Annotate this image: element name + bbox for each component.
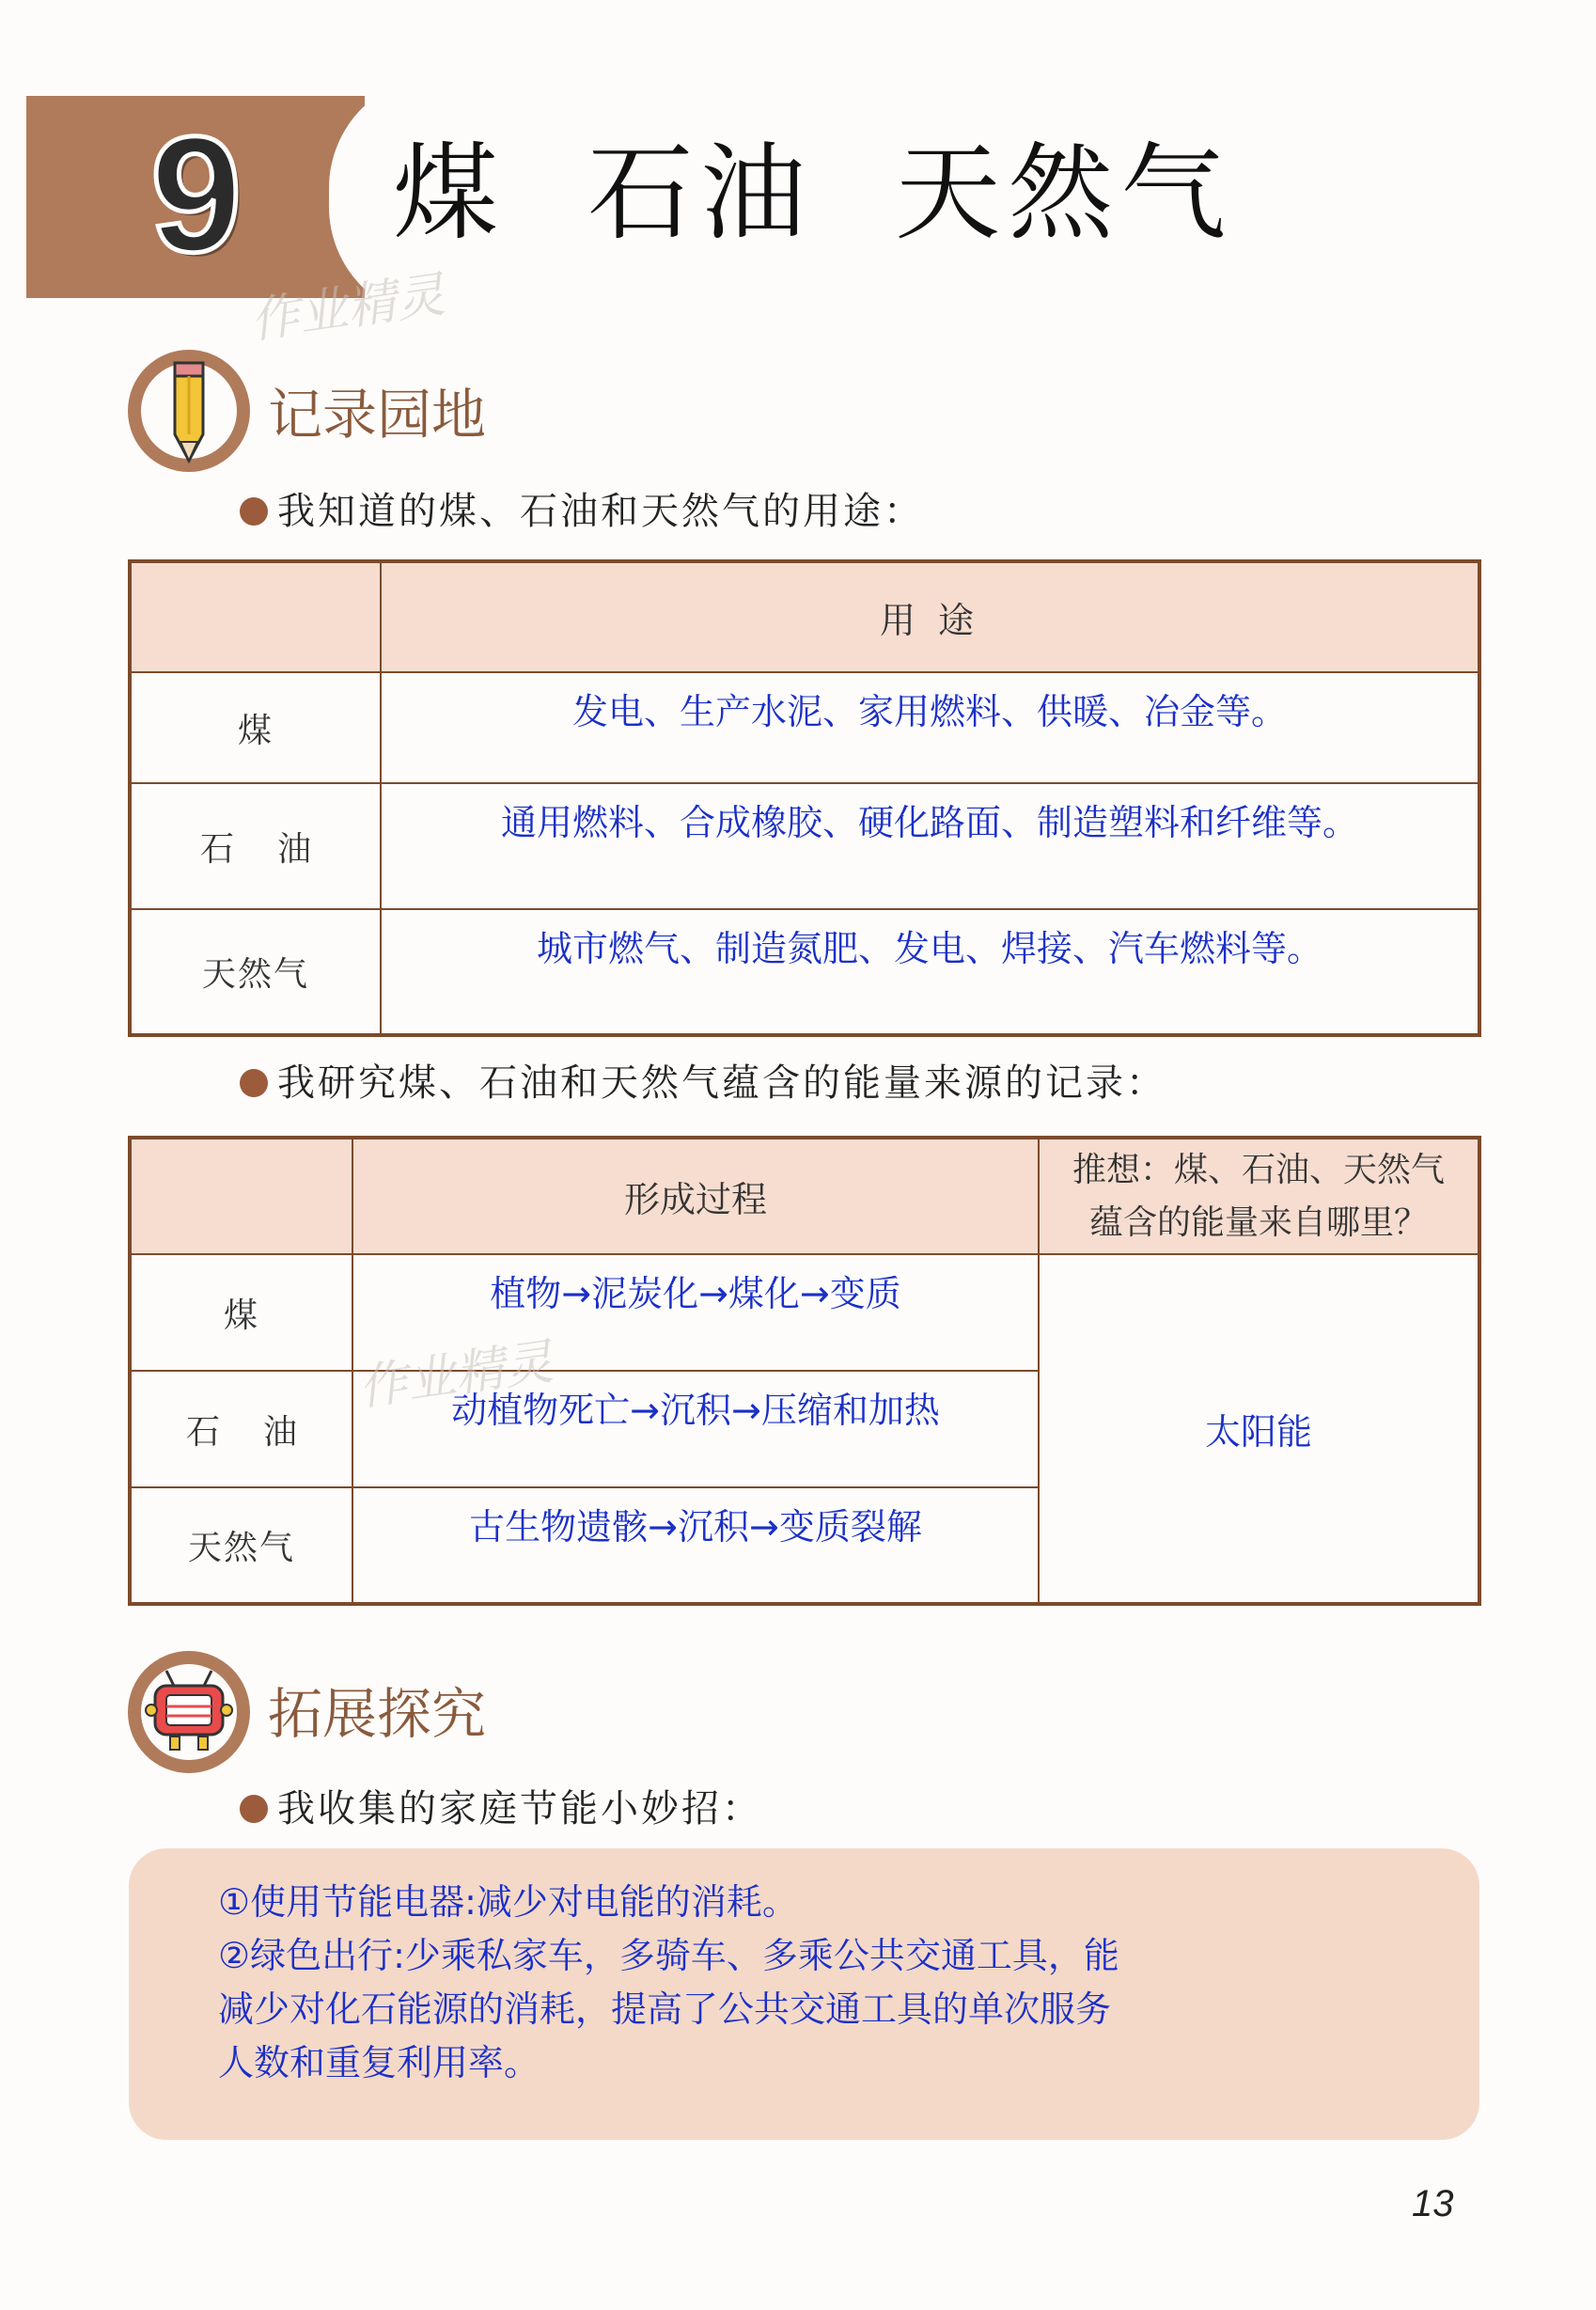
- answer-gas-uses: 城市燃气、制造氮肥、发电、焊接、汽车燃料等。: [381, 909, 1479, 1035]
- table-row: [130, 783, 1479, 909]
- tip-line-2: ②绿色出行:少乘私家车，多骑车、多乘公共交通工具，能: [218, 1935, 1119, 1976]
- pencil-icon: [128, 350, 250, 472]
- uses-table: [128, 559, 1481, 1037]
- answer-oil-uses: 通用燃料、合成橡胶、硬化路面、制造塑料和纤维等。: [381, 783, 1479, 909]
- process-gas: 古生物遗骸→沉积→变质裂解: [352, 1487, 1039, 1604]
- uses-table-corner-cell: [130, 561, 381, 672]
- table-row: [130, 909, 1479, 1035]
- header-infer-line2: 蕴含的能量来自哪里？: [1088, 1202, 1428, 1242]
- watermark: 作业精灵: [246, 266, 448, 351]
- bullet-uses-text: 我知道的煤、石油和天然气的用途：: [277, 490, 924, 533]
- header-energy-inference: [1039, 1138, 1479, 1254]
- header-infer-line1: 推想：煤、石油、天然气: [1072, 1150, 1445, 1189]
- row-label-oil: 石油: [130, 783, 381, 909]
- row-label-coal: 煤: [130, 1254, 352, 1371]
- header-formation-process: 形成过程: [352, 1138, 1039, 1254]
- row-label-coal: 煤: [130, 672, 381, 783]
- uses-table-header-row: [130, 561, 1479, 672]
- energy-source-table: [128, 1136, 1481, 1606]
- row-label-gas: 天然气: [130, 909, 381, 1035]
- page-number: 13: [1412, 2183, 1454, 2224]
- section-title-record: 记录园地: [268, 383, 487, 447]
- bullet-uses: [240, 490, 924, 533]
- bullet-energy-source: [240, 1061, 1166, 1105]
- row-label-oil: 石油: [130, 1371, 352, 1487]
- infer-answer: 太阳能: [1039, 1254, 1479, 1604]
- tip-line-4: 人数和重复利用率。: [218, 2042, 540, 2083]
- bullet-energy-tips-text: 我收集的家庭节能小妙招：: [277, 1787, 762, 1831]
- uses-table-header: 用 途: [381, 561, 1479, 672]
- table-row: [130, 1254, 1479, 1371]
- bullet-dot: [240, 497, 268, 526]
- row-label-gas: 天然气: [130, 1487, 352, 1604]
- energy-table-corner-cell: [130, 1138, 352, 1254]
- chapter-number: 9: [150, 103, 243, 287]
- process-oil: 动植物死亡→沉积→压缩和加热: [352, 1371, 1039, 1487]
- robot-tv-icon: [128, 1651, 250, 1773]
- section-title-explore: 拓展探究: [268, 1682, 487, 1746]
- table-row: [130, 672, 1479, 783]
- process-coal: 植物→泥炭化→煤化→变质: [352, 1254, 1039, 1371]
- chapter-title: 煤 石油 天然气: [393, 133, 1234, 255]
- bullet-energy-source-text: 我研究煤、石油和天然气蕴含的能量来源的记录：: [277, 1061, 1166, 1105]
- bullet-energy-tips: [240, 1787, 762, 1831]
- tip-line-3: 减少对化石能源的消耗，提高了公共交通工具的单次服务: [218, 1988, 1112, 2030]
- watermark: 作业精灵: [354, 1333, 556, 1418]
- bullet-dot: [240, 1795, 268, 1823]
- answer-coal-uses: 发电、生产水泥、家用燃料、供暖、冶金等。: [381, 672, 1479, 783]
- bullet-dot: [240, 1069, 268, 1097]
- energy-table-header-row: [130, 1138, 1479, 1254]
- tip-line-1: ①使用节能电器:减少对电能的消耗。: [218, 1881, 798, 1923]
